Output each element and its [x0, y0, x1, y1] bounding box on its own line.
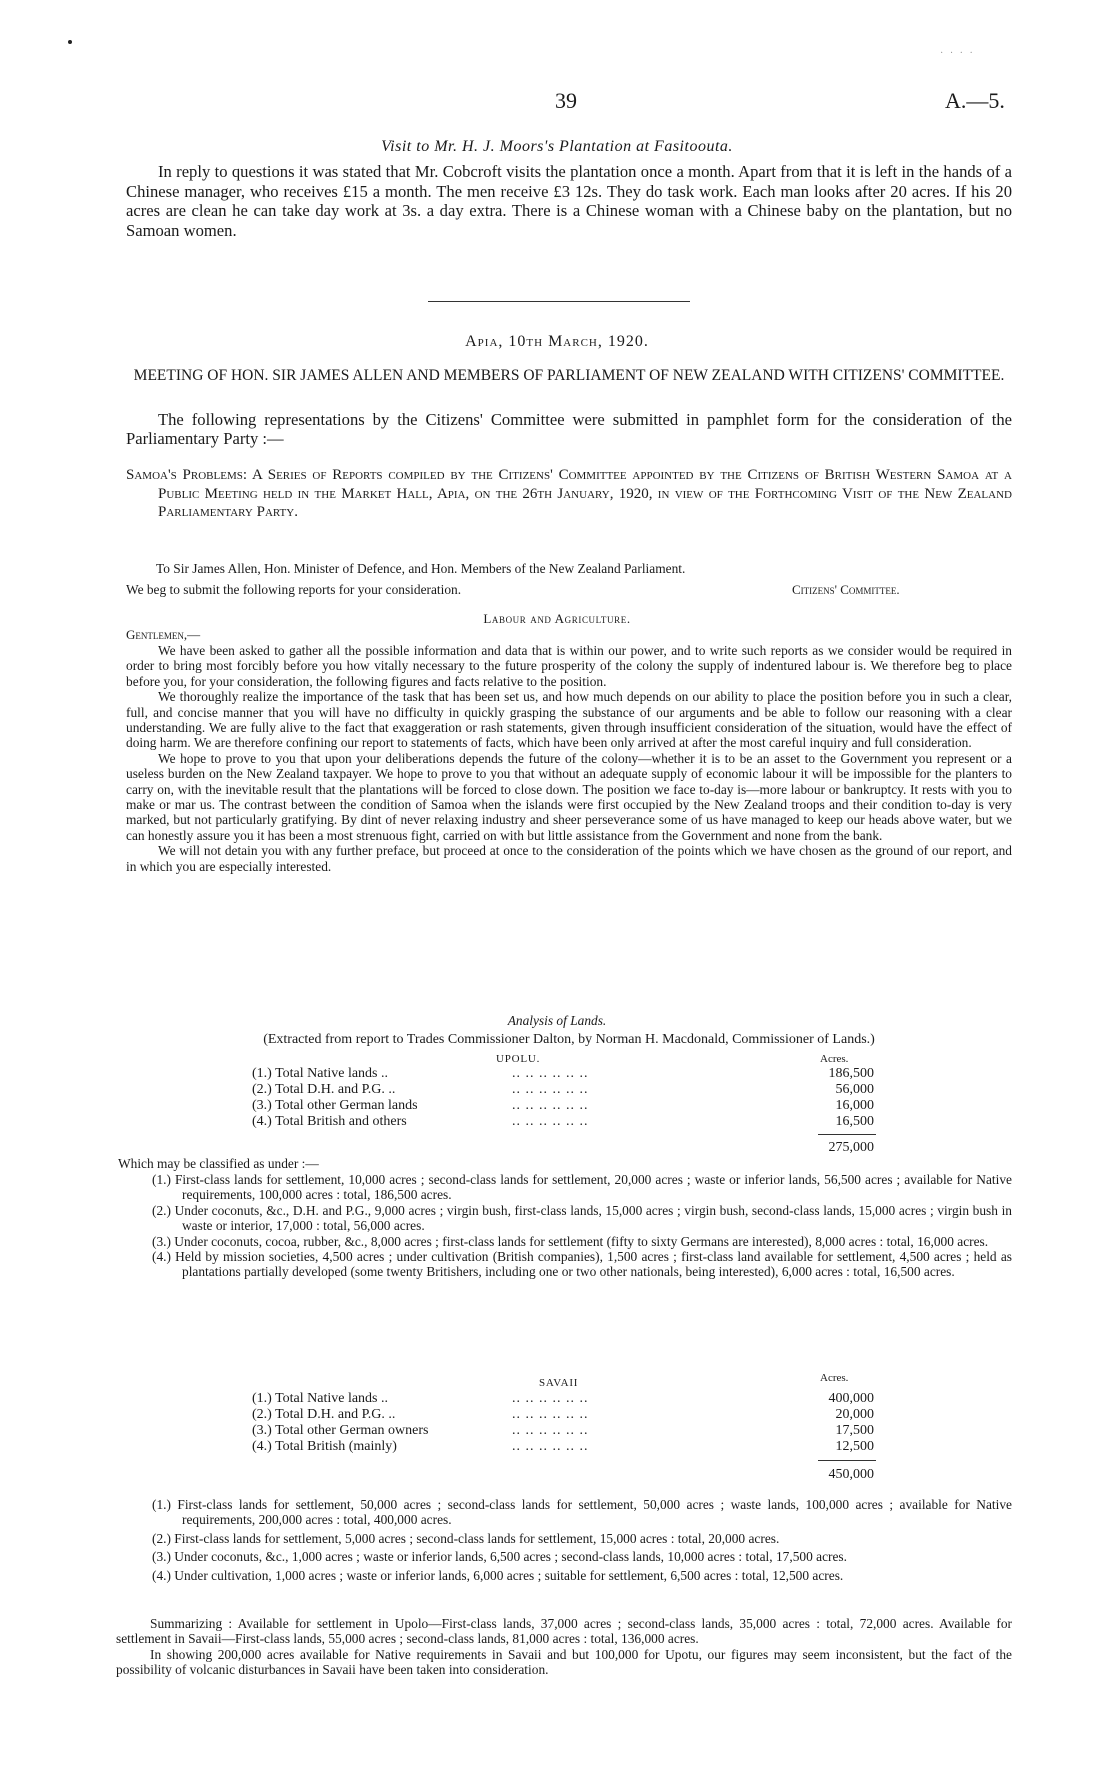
- labour-heading: Labour and Agriculture.: [483, 611, 631, 626]
- leader-dots: .. .. .. .. .. ..: [512, 1098, 589, 1113]
- total-rule: [818, 1134, 876, 1135]
- savaii-total: 450,000: [828, 1467, 874, 1482]
- upolu-acres-header: Acres.: [820, 1053, 849, 1065]
- margin-dot: [68, 40, 72, 44]
- savaii-row-label: (4.) Total British (mainly): [252, 1439, 397, 1454]
- addressee-line: To Sir James Allen, Hon. Minister of Defence, and Hon. Members of the New Zealand Parliament.: [156, 561, 686, 576]
- upolu-row-value: 186,500: [828, 1066, 874, 1081]
- problems-heading-text: Samoa's Problems: A Series of Reports compiled by the Citizens' Committee appointed by the Citizens of British Western Samoa at a Public Meeting held in the Market Hall, Apia, on the 26th January, 1920, in view of the Forthcoming Visit of the New Zealand Parliamentary Party.: [126, 467, 1012, 520]
- upolu-row-value: 16,500: [835, 1114, 874, 1129]
- total-rule: [818, 1460, 876, 1461]
- savaii-row-label: (3.) Total other German owners: [252, 1423, 429, 1438]
- savaii-item: (2.) First-class lands for settlement, 5,000 acres ; second-class lands for settlement, 15,000 acres : total, 20,000 acres.: [152, 1530, 780, 1546]
- savaii-row-value: 17,500: [835, 1423, 874, 1438]
- meeting-intro-text: The following representations by the Citizens' Committee were submitted in pamphlet form for the consideration of the Parliamentary Party :—: [126, 410, 1012, 448]
- savaii-row-value: 400,000: [828, 1391, 874, 1406]
- leader-dots: .. .. .. .. .. ..: [512, 1066, 589, 1081]
- savaii-row-label: (1.) Total Native lands ..: [252, 1391, 389, 1406]
- labour-paragraph: We will not detain you with any further preface, but proceed at once to the consideration of the points which we have chosen as the ground of our report, and in which you are especially interested.: [126, 843, 1012, 874]
- labour-body: [126, 643, 1012, 874]
- committee-signature: Citizens' Committee.: [792, 582, 900, 597]
- savaii-row-value: 12,500: [835, 1439, 874, 1454]
- visit-title: Visit to Mr. H. J. Moors's Plantation at Fasitoouta.: [381, 138, 733, 155]
- upolu-item: (1.) First-class lands for settlement, 10,000 acres ; second-class lands for settlement, 20,000 acres ; waste or inferior lands, 56,500 acres ; available for Native requirements, 100,000 acres : total, 186,500 acres.: [152, 1172, 1012, 1203]
- submit-line: We beg to submit the following reports for your consideration.: [126, 582, 462, 597]
- analysis-title: Analysis of Lands.: [507, 1013, 607, 1028]
- upolu-row-value: 56,000: [835, 1082, 874, 1097]
- savaii-row-label: (2.) Total D.H. and P.G. ..: [252, 1407, 396, 1422]
- upolu-row-value: 16,000: [835, 1098, 874, 1113]
- problems-heading: [126, 466, 1012, 522]
- labour-paragraph: We hope to prove to you that upon your deliberations depends the future of the colony—whether it is to be an asset to the Government you represent or a useless burden on the New Zealand taxpayer. We hope to prove to you that without an adequate supply of economic labour it will be impossible for the planters to carry on, with the inevitable result that the plantations will be forced to close down. The position we face to-day is—more labour or bankruptcy. It rests with you to make or mar us. The contrast between the condition of Samoa when the islands were first occupied by the New Zealand troops and their condition to-day is very marked, but not particularly gratifying. By dint of never relaxing industry and sheer perseverance some of us have managed to keep our heads above water, but we can honestly assure you it has been a most strenuous fight, carried on with but little assistance from the Government and none from the bank.: [126, 750, 1012, 843]
- salutation: Gentlemen,—: [126, 627, 201, 642]
- meeting-date: Apia, 10th March, 1920.: [465, 333, 649, 350]
- savaii-row-value: 20,000: [835, 1407, 874, 1422]
- upolu-item: (3.) Under coconuts, cocoa, rubber, &c., 8,000 acres ; first-class lands for settlement (fifty to sixty Germans are interested), 8,000 acres : total, 16,000 acres.: [152, 1233, 989, 1249]
- upolu-row-label: (1.) Total Native lands ..: [252, 1066, 389, 1081]
- leader-dots: .. .. .. .. .. ..: [512, 1114, 589, 1129]
- leader-dots: .. .. .. .. .. ..: [512, 1439, 589, 1454]
- leader-dots: .. .. .. .. .. ..: [512, 1423, 589, 1438]
- analysis-source: (Extracted from report to Trades Commissioner Dalton, by Norman H. Macdonald, Commissioner of Lands.): [263, 1032, 875, 1047]
- upolu-row-label: (3.) Total other German lands: [252, 1098, 418, 1113]
- savaii-acres-header: Acres.: [820, 1372, 849, 1384]
- savaii-items: [126, 1497, 1012, 1583]
- visit-paragraph: [126, 162, 1012, 240]
- meeting-title: MEETING OF HON. SIR JAMES ALLEN AND MEMBERS OF PARLIAMENT OF NEW ZEALAND WITH CITIZENS' COMMITTEE.: [133, 367, 1005, 384]
- upolu-item: (4.) Held by mission societies, 4,500 acres ; under cultivation (British companies), 1,500 acres ; first-class land available for settlement, 4,500 acres ; held as plantations partially developed (some twenty Britishers, including one or two other nationals, being interested), 6,000 acres : total, 16,500 acres.: [152, 1249, 1012, 1280]
- upolu-total: 275,000: [828, 1140, 874, 1155]
- savaii-region-label: SAVAII: [539, 1377, 579, 1389]
- page-number: 39: [555, 88, 577, 113]
- labour-paragraph: We have been asked to gather all the possible information and data that is within our power, and to write such reports as we consider would be required in order to bring most forcibly before you how vitally necessary to the future prosperity of the colony the supply of indentured labour is. We therefore beg to place before you, for your consideration, the following figures and facts relative to the position.: [126, 643, 1012, 689]
- classify-intro: Which may be classified as under :—: [118, 1156, 319, 1171]
- summary-paragraph: Summarizing : Available for settlement in Upolo—First-class lands, 37,000 acres ; second-class lands, 35,000 acres : total, 72,000 acres. Available for settlement in Savaii—First-class lands, 55,000 acres ; second-class lands, 81,000 acres : total, 136,000 acres.: [116, 1616, 1012, 1647]
- corner-speckle: · · · ·: [940, 48, 975, 59]
- summary-paragraph: In showing 200,000 acres available for Native requirements in Savaii and but 100,000 for Upotu, our figures may seem inconsistent, but the fact of the possibility of volcanic disturbances in Savaii have been taken into consideration.: [116, 1646, 1012, 1678]
- leader-dots: .. .. .. .. .. ..: [512, 1082, 589, 1097]
- savaii-item: (4.) Under cultivation, 1,000 acres ; waste or inferior lands, 6,000 acres ; suitable for settlement, 6,500 acres : total, 12,500 acres.: [152, 1567, 844, 1583]
- meeting-intro: [126, 410, 1012, 448]
- leader-dots: .. .. .. .. .. ..: [512, 1391, 589, 1406]
- upolu-items: [126, 1172, 1012, 1280]
- upolu-row-label: (4.) Total British and others: [252, 1114, 407, 1129]
- upolu-region-label: UPOLU.: [496, 1053, 541, 1065]
- leader-dots: .. .. .. .. .. ..: [512, 1407, 589, 1422]
- upolu-item: (2.) Under coconuts, &c., D.H. and P.G., 9,000 acres ; virgin bush, first-class lands, 15,000 acres ; virgin bush, second-class lands, 15,000 acres ; virgin bush in waste or interior, 17,000 : total, 56,000 acres.: [152, 1202, 1012, 1234]
- savaii-item: (1.) First-class lands for settlement, 50,000 acres ; second-class lands for settlement, 50,000 acres ; waste lands, 100,000 acres ; available for Native requirements, 200,000 acres : total, 400,000 acres.: [152, 1497, 1012, 1528]
- labour-paragraph: We thoroughly realize the importance of the task that has been set us, and how much depends on our ability to place the position before you in such a clear, full, and concise manner that you will have no difficulty in quickly grasping the substance of our arguments and be able to follow our reasoning with a clear understanding. We are fully alive to the fact that exaggeration or rash statements, given through insufficient consideration of the situation, would have the effect of doing harm. We are therefore confining our report to statements of facts, which have been only arrived at after the most careful inquiry and full consideration.: [126, 689, 1012, 751]
- summary: [116, 1616, 1012, 1678]
- document-reference: A.—5.: [945, 88, 1005, 113]
- upolu-row-label: (2.) Total D.H. and P.G. ..: [252, 1082, 396, 1097]
- visit-text: In reply to questions it was stated that Mr. Cobcroft visits the plantation once a month. Apart from that it is left in the hands of a Chinese manager, who receives £15 a month. The men receive £3 12s. They do task work. Each man looks after 20 acres. If his 20 acres are clean he can take day work at 3s. a day extra. There is a Chinese woman with a Chinese baby on the plantation, but no Samoan women.: [126, 162, 1012, 240]
- savaii-item: (3.) Under coconuts, &c., 1,000 acres ; waste or inferior lands, 6,500 acres ; second-class lands, 10,000 acres : total, 17,500 acres.: [152, 1549, 847, 1565]
- section-divider: [428, 301, 690, 302]
